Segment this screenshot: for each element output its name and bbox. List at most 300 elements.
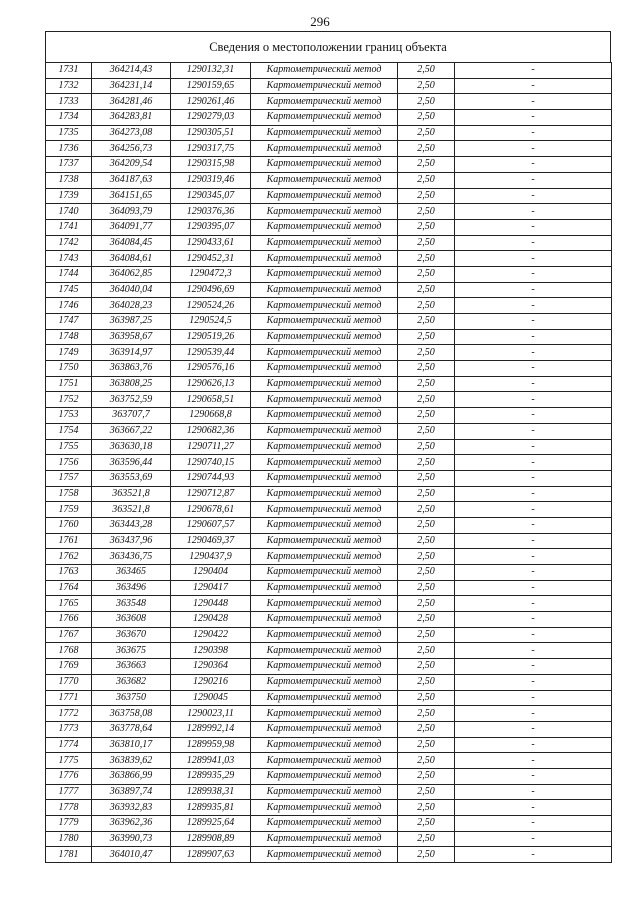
accuracy-cell: 2,50	[398, 78, 455, 94]
y-coordinate-cell: 1290364	[171, 659, 251, 675]
accuracy-cell: 2,50	[398, 455, 455, 471]
method-cell: Картометрический метод	[251, 565, 398, 581]
table-row	[46, 361, 612, 377]
point-number-cell: 1733	[46, 94, 92, 110]
table-row	[46, 455, 612, 471]
y-coordinate-cell: 1290398	[171, 643, 251, 659]
point-number-cell: 1740	[46, 204, 92, 220]
method-cell: Картометрический метод	[251, 831, 398, 847]
accuracy-cell: 2,50	[398, 266, 455, 282]
point-number-cell: 1746	[46, 298, 92, 314]
point-number-cell: 1763	[46, 565, 92, 581]
table-row	[46, 502, 612, 518]
x-coordinate-cell: 364084,61	[92, 251, 171, 267]
method-cell: Картометрический метод	[251, 753, 398, 769]
method-cell: Картометрический метод	[251, 706, 398, 722]
y-coordinate-cell: 1290023,11	[171, 706, 251, 722]
y-coordinate-cell: 1289935,29	[171, 768, 251, 784]
description-cell: -	[455, 345, 612, 361]
y-coordinate-cell: 1290315,98	[171, 157, 251, 173]
method-cell: Картометрический метод	[251, 627, 398, 643]
point-number-cell: 1759	[46, 502, 92, 518]
accuracy-cell: 2,50	[398, 549, 455, 565]
x-coordinate-cell: 363436,75	[92, 549, 171, 565]
accuracy-cell: 2,50	[398, 282, 455, 298]
method-cell: Картометрический метод	[251, 329, 398, 345]
table-row	[46, 470, 612, 486]
accuracy-cell: 2,50	[398, 329, 455, 345]
table-row	[46, 580, 612, 596]
method-cell: Картометрический метод	[251, 392, 398, 408]
point-number-cell: 1738	[46, 172, 92, 188]
y-coordinate-cell: 1290404	[171, 565, 251, 581]
method-cell: Картометрический метод	[251, 439, 398, 455]
description-cell: -	[455, 580, 612, 596]
x-coordinate-cell: 364231,14	[92, 78, 171, 94]
point-number-cell: 1737	[46, 157, 92, 173]
point-number-cell: 1734	[46, 110, 92, 126]
point-number-cell: 1761	[46, 533, 92, 549]
accuracy-cell: 2,50	[398, 784, 455, 800]
accuracy-cell: 2,50	[398, 502, 455, 518]
method-cell: Картометрический метод	[251, 455, 398, 471]
table-row	[46, 298, 612, 314]
point-number-cell: 1774	[46, 737, 92, 753]
accuracy-cell: 2,50	[398, 141, 455, 157]
x-coordinate-cell: 363667,22	[92, 423, 171, 439]
accuracy-cell: 2,50	[398, 612, 455, 628]
method-cell: Картометрический метод	[251, 204, 398, 220]
y-coordinate-cell: 1290524,26	[171, 298, 251, 314]
accuracy-cell: 2,50	[398, 298, 455, 314]
point-number-cell: 1760	[46, 517, 92, 533]
method-cell: Картометрический метод	[251, 361, 398, 377]
table-row	[46, 251, 612, 267]
x-coordinate-cell: 363608	[92, 612, 171, 628]
accuracy-cell: 2,50	[398, 314, 455, 330]
x-coordinate-cell: 363962,36	[92, 816, 171, 832]
accuracy-cell: 2,50	[398, 157, 455, 173]
table-title-text: Сведения о местоположении границ объекта	[209, 39, 447, 54]
table-row	[46, 737, 612, 753]
accuracy-cell: 2,50	[398, 172, 455, 188]
table-row	[46, 141, 612, 157]
method-cell: Картометрический метод	[251, 737, 398, 753]
x-coordinate-cell: 363496	[92, 580, 171, 596]
x-coordinate-cell: 363958,67	[92, 329, 171, 345]
y-coordinate-cell: 1290539,44	[171, 345, 251, 361]
y-coordinate-cell: 1290345,07	[171, 188, 251, 204]
table-row	[46, 517, 612, 533]
table-row	[46, 549, 612, 565]
x-coordinate-cell: 363443,28	[92, 517, 171, 533]
y-coordinate-cell: 1290607,57	[171, 517, 251, 533]
y-coordinate-cell: 1289992,14	[171, 721, 251, 737]
point-number-cell: 1744	[46, 266, 92, 282]
accuracy-cell: 2,50	[398, 408, 455, 424]
description-cell: -	[455, 282, 612, 298]
accuracy-cell: 2,50	[398, 706, 455, 722]
accuracy-cell: 2,50	[398, 63, 455, 79]
x-coordinate-cell: 363808,25	[92, 376, 171, 392]
x-coordinate-cell: 363630,18	[92, 439, 171, 455]
x-coordinate-cell: 364209,54	[92, 157, 171, 173]
table-row	[46, 612, 612, 628]
y-coordinate-cell: 1290519,26	[171, 329, 251, 345]
x-coordinate-cell: 363866,99	[92, 768, 171, 784]
accuracy-cell: 2,50	[398, 768, 455, 784]
description-cell: -	[455, 314, 612, 330]
method-cell: Картометрический метод	[251, 94, 398, 110]
description-cell: -	[455, 392, 612, 408]
accuracy-cell: 2,50	[398, 721, 455, 737]
x-coordinate-cell: 363987,25	[92, 314, 171, 330]
y-coordinate-cell: 1290496,69	[171, 282, 251, 298]
x-coordinate-cell: 363863,76	[92, 361, 171, 377]
point-number-cell: 1778	[46, 800, 92, 816]
table-row	[46, 753, 612, 769]
accuracy-cell: 2,50	[398, 423, 455, 439]
y-coordinate-cell: 1289907,63	[171, 847, 251, 863]
method-cell: Картометрический метод	[251, 580, 398, 596]
method-cell: Картометрический метод	[251, 219, 398, 235]
x-coordinate-cell: 364273,08	[92, 125, 171, 141]
x-coordinate-cell: 364010,47	[92, 847, 171, 863]
x-coordinate-cell: 364281,46	[92, 94, 171, 110]
point-number-cell: 1732	[46, 78, 92, 94]
x-coordinate-cell: 364283,81	[92, 110, 171, 126]
y-coordinate-cell: 1290740,15	[171, 455, 251, 471]
table-row	[46, 314, 612, 330]
point-number-cell: 1750	[46, 361, 92, 377]
y-coordinate-cell: 1290668,8	[171, 408, 251, 424]
description-cell: -	[455, 172, 612, 188]
y-coordinate-cell: 1289908,89	[171, 831, 251, 847]
y-coordinate-cell: 1289935,81	[171, 800, 251, 816]
method-cell: Картометрический метод	[251, 314, 398, 330]
method-cell: Картометрический метод	[251, 172, 398, 188]
y-coordinate-cell: 1290261,46	[171, 94, 251, 110]
method-cell: Картометрический метод	[251, 188, 398, 204]
x-coordinate-cell: 364151,65	[92, 188, 171, 204]
x-coordinate-cell: 364084,45	[92, 235, 171, 251]
accuracy-cell: 2,50	[398, 219, 455, 235]
y-coordinate-cell: 1290469,37	[171, 533, 251, 549]
description-cell: -	[455, 674, 612, 690]
accuracy-cell: 2,50	[398, 643, 455, 659]
point-number-cell: 1754	[46, 423, 92, 439]
x-coordinate-cell: 363670	[92, 627, 171, 643]
description-cell: -	[455, 831, 612, 847]
point-number-cell: 1748	[46, 329, 92, 345]
y-coordinate-cell: 1290317,75	[171, 141, 251, 157]
boundary-table-body	[46, 63, 612, 863]
table-row	[46, 78, 612, 94]
table-row	[46, 439, 612, 455]
accuracy-cell: 2,50	[398, 690, 455, 706]
point-number-cell: 1735	[46, 125, 92, 141]
point-number-cell: 1777	[46, 784, 92, 800]
method-cell: Картометрический метод	[251, 549, 398, 565]
accuracy-cell: 2,50	[398, 800, 455, 816]
table-row	[46, 266, 612, 282]
x-coordinate-cell: 363990,73	[92, 831, 171, 847]
accuracy-cell: 2,50	[398, 753, 455, 769]
point-number-cell: 1745	[46, 282, 92, 298]
y-coordinate-cell: 1290524,5	[171, 314, 251, 330]
table-row	[46, 408, 612, 424]
description-cell: -	[455, 737, 612, 753]
table-row	[46, 172, 612, 188]
y-coordinate-cell: 1290744,93	[171, 470, 251, 486]
point-number-cell: 1752	[46, 392, 92, 408]
table-row	[46, 690, 612, 706]
method-cell: Картометрический метод	[251, 486, 398, 502]
y-coordinate-cell: 1289925,64	[171, 816, 251, 832]
x-coordinate-cell: 363521,8	[92, 502, 171, 518]
description-cell: -	[455, 251, 612, 267]
y-coordinate-cell: 1290658,51	[171, 392, 251, 408]
x-coordinate-cell: 363437,96	[92, 533, 171, 549]
table-row	[46, 392, 612, 408]
x-coordinate-cell: 363707,7	[92, 408, 171, 424]
x-coordinate-cell: 364256,73	[92, 141, 171, 157]
table-row	[46, 643, 612, 659]
x-coordinate-cell: 364040,04	[92, 282, 171, 298]
description-cell: -	[455, 219, 612, 235]
accuracy-cell: 2,50	[398, 251, 455, 267]
table-row	[46, 110, 612, 126]
point-number-cell: 1753	[46, 408, 92, 424]
page-number: 296	[310, 14, 330, 29]
point-number-cell: 1771	[46, 690, 92, 706]
method-cell: Картометрический метод	[251, 643, 398, 659]
point-number-cell: 1743	[46, 251, 92, 267]
y-coordinate-cell: 1290395,07	[171, 219, 251, 235]
x-coordinate-cell: 363932,83	[92, 800, 171, 816]
table-row	[46, 706, 612, 722]
method-cell: Картометрический метод	[251, 502, 398, 518]
y-coordinate-cell: 1290376,36	[171, 204, 251, 220]
y-coordinate-cell: 1290626,13	[171, 376, 251, 392]
method-cell: Картометрический метод	[251, 721, 398, 737]
table-row	[46, 533, 612, 549]
point-number-cell: 1773	[46, 721, 92, 737]
point-number-cell: 1781	[46, 847, 92, 863]
table-row	[46, 188, 612, 204]
method-cell: Картометрический метод	[251, 282, 398, 298]
y-coordinate-cell: 1290319,46	[171, 172, 251, 188]
x-coordinate-cell: 363750	[92, 690, 171, 706]
table-row	[46, 831, 612, 847]
description-cell: -	[455, 816, 612, 832]
method-cell: Картометрический метод	[251, 690, 398, 706]
method-cell: Картометрический метод	[251, 298, 398, 314]
table-row	[46, 768, 612, 784]
x-coordinate-cell: 363914,97	[92, 345, 171, 361]
table-row	[46, 125, 612, 141]
method-cell: Картометрический метод	[251, 251, 398, 267]
y-coordinate-cell: 1290132,31	[171, 63, 251, 79]
method-cell: Картометрический метод	[251, 674, 398, 690]
point-number-cell: 1749	[46, 345, 92, 361]
accuracy-cell: 2,50	[398, 94, 455, 110]
accuracy-cell: 2,50	[398, 361, 455, 377]
accuracy-cell: 2,50	[398, 831, 455, 847]
description-cell: -	[455, 533, 612, 549]
y-coordinate-cell: 1290279,03	[171, 110, 251, 126]
x-coordinate-cell: 364093,79	[92, 204, 171, 220]
table-row	[46, 376, 612, 392]
description-cell: -	[455, 800, 612, 816]
method-cell: Картометрический метод	[251, 533, 398, 549]
accuracy-cell: 2,50	[398, 517, 455, 533]
x-coordinate-cell: 363778,64	[92, 721, 171, 737]
point-number-cell: 1741	[46, 219, 92, 235]
point-number-cell: 1765	[46, 596, 92, 612]
accuracy-cell: 2,50	[398, 439, 455, 455]
x-coordinate-cell: 363553,69	[92, 470, 171, 486]
method-cell: Картометрический метод	[251, 816, 398, 832]
method-cell: Картометрический метод	[251, 266, 398, 282]
x-coordinate-cell: 363548	[92, 596, 171, 612]
point-number-cell: 1751	[46, 376, 92, 392]
description-cell: -	[455, 659, 612, 675]
y-coordinate-cell: 1290712,87	[171, 486, 251, 502]
x-coordinate-cell: 363839,62	[92, 753, 171, 769]
description-cell: -	[455, 439, 612, 455]
point-number-cell: 1747	[46, 314, 92, 330]
y-coordinate-cell: 1290472,3	[171, 266, 251, 282]
method-cell: Картометрический метод	[251, 517, 398, 533]
table-row	[46, 329, 612, 345]
description-cell: -	[455, 721, 612, 737]
point-number-cell: 1768	[46, 643, 92, 659]
table-row	[46, 721, 612, 737]
accuracy-cell: 2,50	[398, 596, 455, 612]
point-number-cell: 1757	[46, 470, 92, 486]
method-cell: Картометрический метод	[251, 125, 398, 141]
y-coordinate-cell: 1290428	[171, 612, 251, 628]
accuracy-cell: 2,50	[398, 533, 455, 549]
description-cell: -	[455, 847, 612, 863]
method-cell: Картометрический метод	[251, 768, 398, 784]
y-coordinate-cell: 1290417	[171, 580, 251, 596]
method-cell: Картометрический метод	[251, 78, 398, 94]
description-cell: -	[455, 361, 612, 377]
boundary-sheet	[45, 31, 611, 863]
x-coordinate-cell: 363682	[92, 674, 171, 690]
x-coordinate-cell: 363663	[92, 659, 171, 675]
table-title	[45, 31, 611, 62]
table-row	[46, 235, 612, 251]
point-number-cell: 1776	[46, 768, 92, 784]
description-cell: -	[455, 235, 612, 251]
description-cell: -	[455, 455, 612, 471]
table-row	[46, 345, 612, 361]
x-coordinate-cell: 364214,43	[92, 63, 171, 79]
method-cell: Картометрический метод	[251, 345, 398, 361]
accuracy-cell: 2,50	[398, 627, 455, 643]
x-coordinate-cell: 363758,08	[92, 706, 171, 722]
description-cell: -	[455, 408, 612, 424]
y-coordinate-cell: 1290576,16	[171, 361, 251, 377]
y-coordinate-cell: 1290452,31	[171, 251, 251, 267]
method-cell: Картометрический метод	[251, 408, 398, 424]
point-number-cell: 1766	[46, 612, 92, 628]
y-coordinate-cell: 1290305,51	[171, 125, 251, 141]
accuracy-cell: 2,50	[398, 565, 455, 581]
description-cell: -	[455, 376, 612, 392]
y-coordinate-cell: 1290159,65	[171, 78, 251, 94]
point-number-cell: 1742	[46, 235, 92, 251]
description-cell: -	[455, 188, 612, 204]
method-cell: Картометрический метод	[251, 612, 398, 628]
table-row	[46, 219, 612, 235]
description-cell: -	[455, 517, 612, 533]
method-cell: Картометрический метод	[251, 376, 398, 392]
method-cell: Картометрический метод	[251, 141, 398, 157]
accuracy-cell: 2,50	[398, 392, 455, 408]
description-cell: -	[455, 204, 612, 220]
description-cell: -	[455, 549, 612, 565]
description-cell: -	[455, 690, 612, 706]
y-coordinate-cell: 1290433,61	[171, 235, 251, 251]
method-cell: Картометрический метод	[251, 235, 398, 251]
y-coordinate-cell: 1290711,27	[171, 439, 251, 455]
description-cell: -	[455, 768, 612, 784]
point-number-cell: 1762	[46, 549, 92, 565]
y-coordinate-cell: 1290682,36	[171, 423, 251, 439]
point-number-cell: 1767	[46, 627, 92, 643]
accuracy-cell: 2,50	[398, 376, 455, 392]
description-cell: -	[455, 596, 612, 612]
y-coordinate-cell: 1290678,61	[171, 502, 251, 518]
table-row	[46, 659, 612, 675]
table-row	[46, 674, 612, 690]
x-coordinate-cell: 364062,85	[92, 266, 171, 282]
x-coordinate-cell: 363752,59	[92, 392, 171, 408]
table-row	[46, 94, 612, 110]
x-coordinate-cell: 363521,8	[92, 486, 171, 502]
x-coordinate-cell: 363596,44	[92, 455, 171, 471]
accuracy-cell: 2,50	[398, 737, 455, 753]
y-coordinate-cell: 1290437,9	[171, 549, 251, 565]
point-number-cell: 1779	[46, 816, 92, 832]
accuracy-cell: 2,50	[398, 659, 455, 675]
accuracy-cell: 2,50	[398, 345, 455, 361]
accuracy-cell: 2,50	[398, 816, 455, 832]
x-coordinate-cell: 364091,77	[92, 219, 171, 235]
method-cell: Картометрический метод	[251, 157, 398, 173]
description-cell: -	[455, 125, 612, 141]
point-number-cell: 1731	[46, 63, 92, 79]
table-row	[46, 596, 612, 612]
table-row	[46, 157, 612, 173]
point-number-cell: 1764	[46, 580, 92, 596]
y-coordinate-cell: 1290045	[171, 690, 251, 706]
y-coordinate-cell: 1290448	[171, 596, 251, 612]
table-row	[46, 800, 612, 816]
description-cell: -	[455, 78, 612, 94]
description-cell: -	[455, 706, 612, 722]
accuracy-cell: 2,50	[398, 674, 455, 690]
y-coordinate-cell: 1289959,98	[171, 737, 251, 753]
table-row	[46, 204, 612, 220]
description-cell: -	[455, 63, 612, 79]
description-cell: -	[455, 627, 612, 643]
method-cell: Картометрический метод	[251, 110, 398, 126]
